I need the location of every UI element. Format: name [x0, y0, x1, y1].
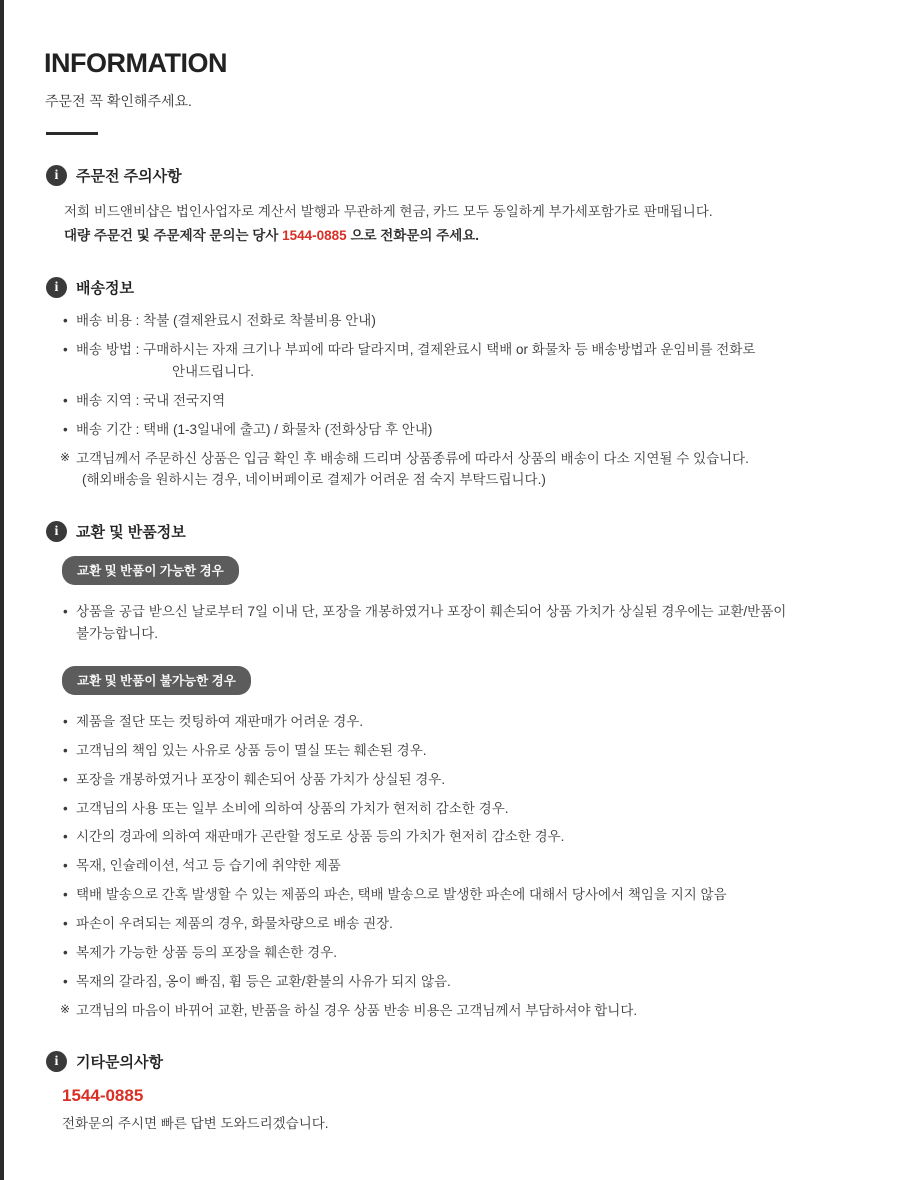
list-item — [62, 855, 860, 877]
section-shipping-header — [46, 277, 860, 298]
section-notice-body — [64, 200, 860, 247]
list-item — [62, 942, 860, 964]
section-exchange-header — [46, 521, 860, 542]
exchange-impossible-text: 목재의 갈라짐, 옹이 빠짐, 휨 등은 교환/환불의 사유가 되지 않음. — [76, 973, 451, 989]
info-icon: i — [46, 1051, 67, 1072]
list-item — [62, 884, 860, 906]
notice-line-2-pre: 대량 주문건 및 주문제작 문의는 당사 — [64, 227, 283, 243]
shipping-item-text: 배송 지역 : 국내 전국지역 — [76, 392, 226, 408]
notice-phone: 1544-0885 — [282, 227, 347, 243]
section-shipping-title: 배송정보 — [76, 280, 134, 298]
contact-phone-number[interactable]: 1544-0885 — [62, 1086, 144, 1106]
exchange-possible-list — [62, 601, 860, 645]
exchange-impossible-text: 파손이 우려되는 제품의 경우, 화물차량으로 배송 권장. — [76, 916, 393, 931]
list-item — [62, 711, 860, 733]
exchange-impossible-text: 복제가 가능한 상품 등의 포장을 훼손한 경우. — [76, 944, 337, 960]
section-etc-title: 기타문의사항 — [76, 1054, 163, 1072]
shipping-list — [62, 310, 860, 440]
shipping-note-sub: (해외배송을 원하시는 경우, 네이버페이로 결제가 어려운 점 숙지 부탁드립니다.) — [82, 472, 546, 488]
exchange-impossible-text: 포장을 개봉하였거나 포장이 훼손되어 상품 가치가 상실된 경우. — [76, 771, 446, 787]
list-item — [62, 601, 860, 645]
exchange-possible-text-cont: 불가능합니다. — [76, 626, 158, 642]
exchange-impossible-text: 고객님의 사용 또는 일부 소비에 의하여 상품의 가치가 현저히 감소한 경우. — [76, 800, 509, 816]
exchange-note — [62, 1000, 860, 1022]
notice-line-2-post: 으로 전화문의 주세요. — [346, 227, 480, 243]
section-exchange-title: 교환 및 반품정보 — [76, 524, 186, 542]
bottom-spacer — [44, 1132, 860, 1150]
section-shipping — [44, 277, 860, 491]
contact-description: 전화문의 주시면 빠른 답변 도와드리겠습니다. — [62, 1116, 329, 1132]
exchange-impossible-text: 고객님의 책임 있는 사유로 상품 등이 멸실 또는 훼손된 경우. — [76, 742, 427, 758]
title-divider — [46, 132, 98, 135]
list-item — [62, 826, 860, 848]
badge-exchange-impossible: 교환 및 반품이 불가능한 경우 — [62, 666, 251, 695]
list-item — [62, 769, 860, 791]
page-title: INFORMATION — [44, 48, 227, 78]
shipping-item-text: 배송 방법 : 구매하시는 자재 크기나 부피에 따라 달라지며, 결제완료시 택배 or 화물차 등 배송방법과 운임비를 전화로 — [76, 342, 756, 358]
list-item — [62, 310, 860, 332]
exchange-note-text: 고객님의 마음이 바뀌어 교환, 반품을 하실 경우 상품 반송 비용은 고객님께서 부담하셔야 합니다. — [76, 1002, 638, 1018]
exchange-impossible-list — [62, 711, 860, 993]
section-exchange — [44, 521, 860, 1021]
shipping-item-text: 배송 기간 : 택배 (1-3일내에 출고) / 화물차 (전화상담 후 안내) — [76, 421, 433, 437]
section-notice-title: 주문전 주의사항 — [76, 168, 182, 185]
info-icon: i — [46, 521, 67, 542]
exchange-possible-text: 상품을 공급 받으신 날로부터 7일 이내 단, 포장을 개봉하였거나 포장이 훼손되어 상품 가치가 상실된 경우에는 교환/반품이 — [76, 604, 787, 620]
notice-line-1: 저희 비드앤비샵은 법인사업자로 계산서 발행과 무관하게 현금, 카드 모두 동일하게 부가세포함가로 판매됩니다. — [64, 204, 713, 219]
list-item — [62, 419, 860, 441]
exchange-impossible-text: 택배 발송으로 간혹 발생할 수 있는 제품의 파손, 택배 발송으로 발생한 파손에 대해서 당사에서 책임을 지지 않음 — [76, 887, 727, 903]
section-notice-header — [46, 165, 860, 186]
shipping-note — [62, 448, 860, 492]
shipping-note-main: 고객님께서 주문하신 상품은 입금 확인 후 배송해 드리며 상품종류에 따라서 상품의 배송이 다소 지연될 수 있습니다. — [76, 450, 749, 466]
exchange-impossible-text: 목재, 인슐레이션, 석고 등 습기에 취약한 제품 — [76, 858, 341, 874]
shipping-item-text-cont: 안내드립니다. — [172, 363, 254, 379]
list-item — [62, 913, 860, 935]
badge-exchange-possible: 교환 및 반품이 가능한 경우 — [62, 556, 239, 585]
exchange-impossible-text: 시간의 경과에 의하여 재판매가 곤란할 정도로 상품 등의 가치가 현저히 감소한 경우. — [76, 829, 565, 845]
page-subtitle: 주문전 꼭 확인해주세요. — [45, 93, 192, 109]
list-item — [62, 740, 860, 762]
info-icon: i — [46, 165, 67, 186]
exchange-impossible-text: 제품을 절단 또는 컷팅하여 재판매가 어려운 경우. — [76, 713, 364, 729]
section-etc-header — [46, 1051, 860, 1072]
list-item — [62, 798, 860, 820]
info-icon: i — [46, 277, 67, 298]
shipping-item-text: 배송 비용 : 착불 (결제완료시 전화로 착불비용 안내) — [76, 313, 376, 329]
list-item — [62, 971, 860, 993]
list-item — [62, 390, 860, 412]
section-etc — [44, 1051, 860, 1132]
list-item — [62, 339, 860, 383]
section-notice — [44, 165, 860, 247]
notice-line-2 — [64, 224, 860, 248]
